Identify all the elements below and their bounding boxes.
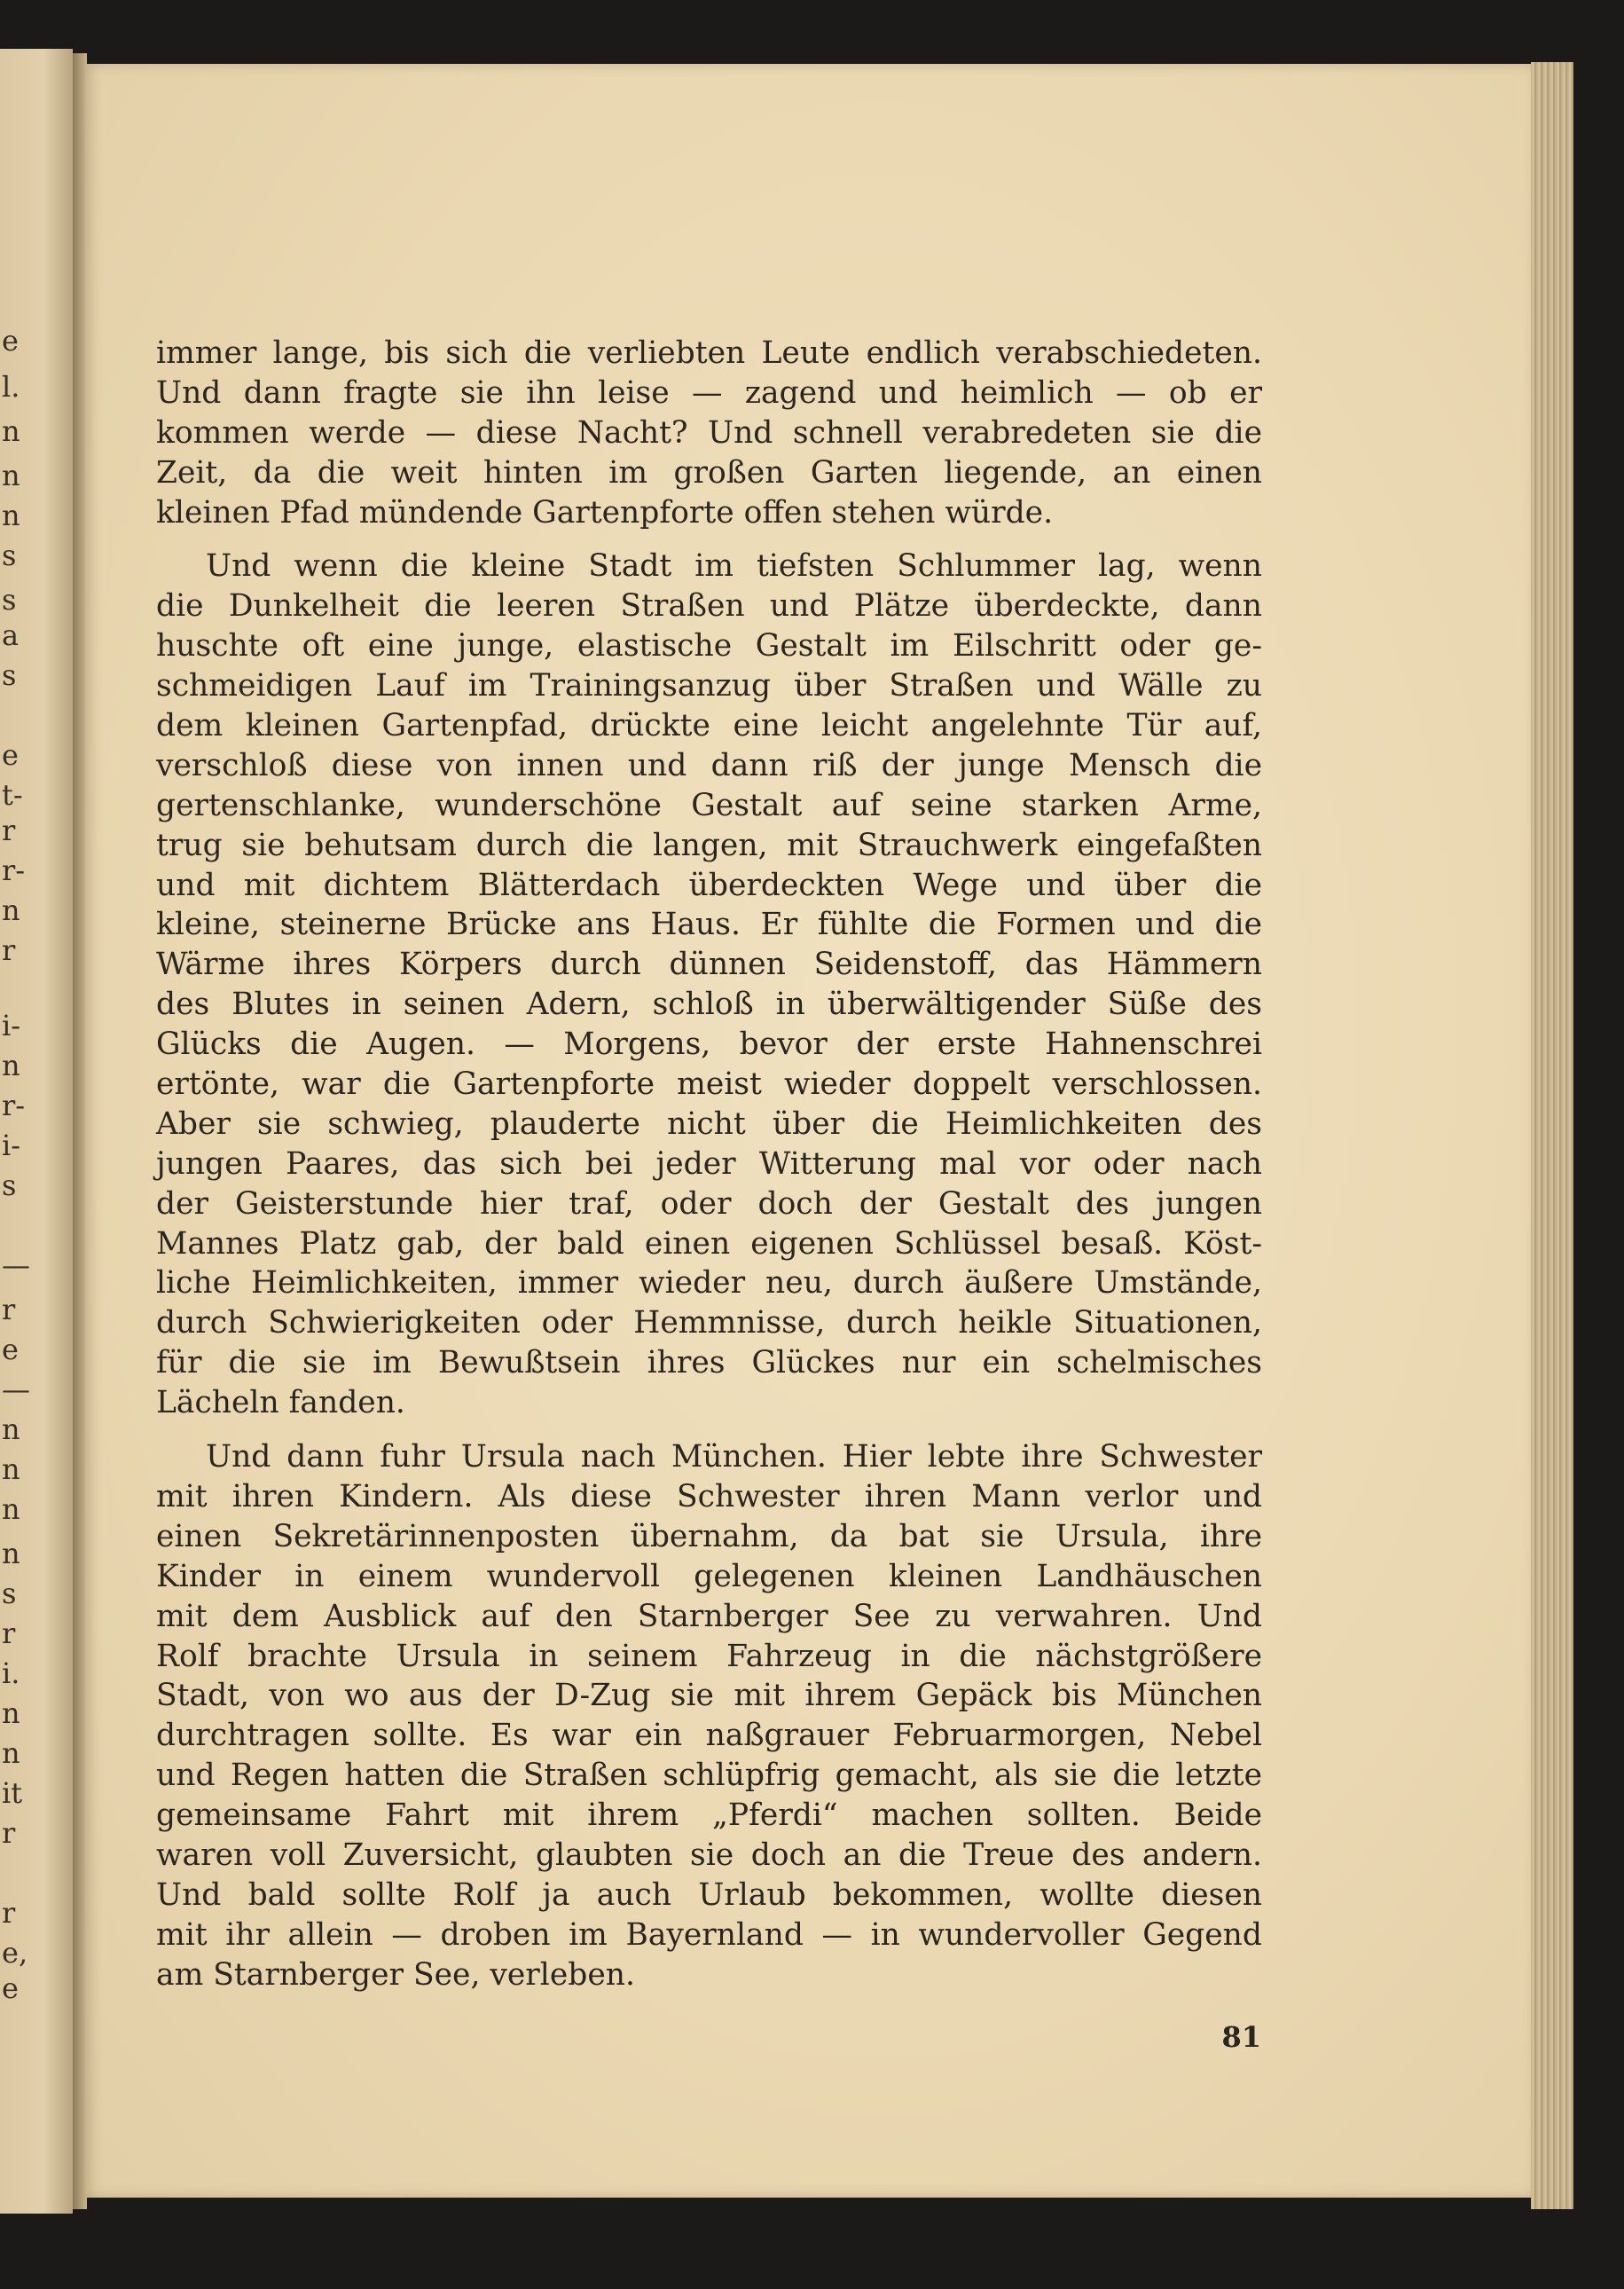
page-edges <box>1531 62 1573 2209</box>
text-line: liche Heimlichkeiten, immer wieder neu, durch äußere Umstände, <box>156 1265 1262 1302</box>
text-line: Und dann fragte sie ihn leise — zagend und heimlich — ob er <box>156 374 1262 411</box>
text-line: Lächeln fanden. <box>156 1385 405 1421</box>
facing-page-fragment: e <box>2 1971 19 2005</box>
facing-page-fragment: e <box>2 324 19 358</box>
text-line: durch Schwierigkeiten oder Hemmnisse, durch heikle Situationen, <box>156 1305 1262 1341</box>
text-line: ertönte, war die Gartenpforte meist wieder doppelt verschlossen. <box>156 1066 1262 1103</box>
facing-page-fragment: r <box>2 933 16 967</box>
text-line: und mit dichtem Blätterdach überdeckten Wege und über die <box>156 867 1262 903</box>
paragraph <box>156 547 1262 1423</box>
facing-page-fragment: n <box>2 1696 20 1730</box>
facing-page-fragment: n <box>2 1452 20 1486</box>
text-line: Wärme ihres Körpers durch dünnen Seidenstoff, das Hämmern <box>156 947 1262 983</box>
body-text <box>156 334 1262 1995</box>
text-line: waren voll Zuversicht, glaubten sie doch an die Treue des andern. <box>156 1837 1262 1873</box>
text-line: mit ihr allein — droben im Bayernland — in wundervoller Gegend <box>156 1916 1262 1953</box>
text-line: jungen Paares, das sich bei jeder Witterung mal vor oder nach <box>156 1145 1262 1182</box>
facing-page-fragment: n <box>2 459 20 492</box>
facing-page-fragment: s <box>2 1577 17 1610</box>
text-line: durchtragen sollte. Es war ein naßgrauer Februarmorgen, Nebel <box>156 1718 1262 1754</box>
text-line: einen Sekretärinnenposten übernahm, da bat sie Ursula, ihre <box>156 1518 1262 1554</box>
text-line: der Geisterstunde hier traf, oder doch der Gestalt des jungen <box>156 1185 1262 1222</box>
facing-page-text-fragments <box>0 49 73 2214</box>
facing-page-fragment: s <box>2 1168 17 1202</box>
facing-page-fragment: — <box>2 1373 30 1406</box>
paragraph <box>156 334 1262 532</box>
facing-page-fragment: r <box>2 1816 16 1850</box>
text-line: und Regen hatten die Straßen schlüpfrig gemacht, als sie die letzte <box>156 1758 1262 1794</box>
facing-page-fragment: i- <box>2 1009 21 1042</box>
text-line: Rolf brachte Ursula in seinem Fahrzeug in die nächstgrößere <box>156 1638 1262 1674</box>
facing-page-fragment: s <box>2 539 17 572</box>
facing-page-fragment: e <box>2 738 19 772</box>
facing-page-fragment: n <box>2 1492 20 1526</box>
text-line: für die sie im Bewußtsein ihres Glückes nur ein schelmisches <box>156 1345 1262 1381</box>
text-line: gertenschlanke, wunderschöne Gestalt auf seine starken Arme, <box>156 787 1262 823</box>
text-line: mit dem Ausblick auf den Starnberger See zu verwahren. Und <box>156 1598 1262 1634</box>
text-line: Aber sie schwieg, plauderte nicht über die Heimlichkeiten des <box>156 1105 1262 1142</box>
facing-page-fragment: i. <box>2 1656 20 1690</box>
page-number: 81 <box>1221 2020 1261 2054</box>
facing-page-fragment: e <box>2 1333 19 1366</box>
facing-page-fragment: — <box>2 1248 30 1282</box>
text-line: Stadt, von wo aus der D-Zug sie mit ihrem Gepäck bis München <box>156 1678 1262 1714</box>
text-line: Und dann fuhr Ursula nach München. Hier lebte ihre Schwester <box>206 1439 1262 1475</box>
facing-page-fragment: a <box>2 618 20 652</box>
text-line: gemeinsame Fahrt mit ihrem „Pferdi“ machen sollten. Beide <box>156 1797 1262 1834</box>
facing-page-fragment: r- <box>2 853 26 887</box>
facing-page-fragment: e, <box>2 1936 28 1970</box>
facing-page-fragment: r <box>2 1616 16 1650</box>
facing-page-fragment: n <box>2 1736 20 1770</box>
facing-page-fragment: n <box>2 414 20 448</box>
facing-page-fragment: it <box>2 1776 23 1810</box>
text-line: dem kleinen Gartenpfad, drückte eine leicht angelehnte Tür auf, <box>156 708 1262 744</box>
facing-page-fragment: n <box>2 1049 20 1082</box>
text-line: Kinder in einem wundervoll gelegenen kleinen Landhäuschen <box>156 1558 1262 1594</box>
text-line: am Starnberger See, verleben. <box>156 1956 635 1993</box>
text-line: kommen werde — diese Nacht? Und schnell verabredeten sie die <box>156 414 1262 451</box>
text-line: kleine, steinerne Brücke ans Haus. Er fühlte die Formen und die <box>156 907 1262 943</box>
text-line: huschte oft eine junge, elastische Gestalt im Eilschritt oder ge- <box>156 628 1262 665</box>
facing-page-fragment: s <box>2 583 17 617</box>
text-line: die Dunkelheit die leeren Straßen und Plätze überdeckte, dann <box>156 588 1262 625</box>
text-line: trug sie behutsam durch die langen, mit Strauchwerk eingefaßten <box>156 827 1262 863</box>
text-line: mit ihren Kindern. Als diese Schwester ihren Mann verlor und <box>156 1478 1262 1514</box>
facing-page-fragment: n <box>2 1537 20 1570</box>
text-line: immer lange, bis sich die verliebten Leute endlich verabschiedeten. <box>156 335 1262 371</box>
text-line: Glücks die Augen. — Morgens, bevor der erste Hahnenschrei <box>156 1027 1262 1063</box>
facing-page-fragment: r <box>2 1896 16 1930</box>
facing-page-fragment: i- <box>2 1129 21 1162</box>
text-line: Zeit, da die weit hinten im großen Garten liegende, an einen <box>156 454 1262 491</box>
facing-page-edge <box>0 49 73 2214</box>
facing-page-fragment: s <box>2 658 17 692</box>
facing-page-fragment: n <box>2 893 20 927</box>
facing-page-fragment: l. <box>2 370 20 404</box>
text-line: Und bald sollte Rolf ja auch Urlaub bekommen, wollte diesen <box>156 1876 1262 1913</box>
facing-page-fragment: n <box>2 1412 20 1446</box>
text-line: des Blutes in seinen Adern, schloß in überwältigender Süße des <box>156 987 1262 1023</box>
text-line: verschloß diese von innen und dann riß der junge Mensch die <box>156 747 1262 783</box>
text-line: Und wenn die kleine Stadt im tiefsten Schlummer lag, wenn <box>206 548 1262 585</box>
text-line: kleinen Pfad mündende Gartenpforte offen stehen würde. <box>156 494 1054 531</box>
text-line: schmeidigen Lauf im Trainingsanzug über Straßen und Wälle zu <box>156 668 1262 704</box>
paragraph <box>156 1437 1262 1994</box>
facing-page-fragment: t- <box>2 778 23 812</box>
facing-page-fragment: n <box>2 499 20 532</box>
facing-page-fragment: r <box>2 1293 16 1326</box>
facing-page-fragment: r- <box>2 1089 26 1122</box>
text-line: Mannes Platz gab, der bald einen eigenen Schlüssel besaß. Köst- <box>156 1225 1262 1262</box>
facing-page-fragment: r <box>2 814 16 847</box>
